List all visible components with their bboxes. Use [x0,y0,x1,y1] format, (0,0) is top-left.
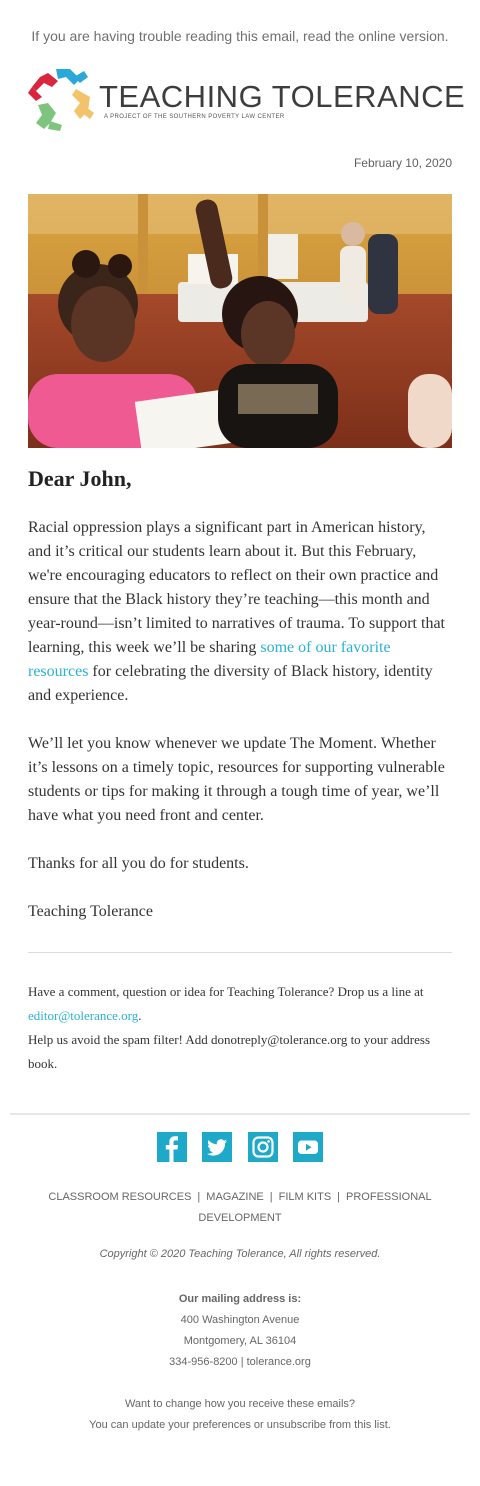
email-date: February 10, 2020 [353,156,452,170]
paragraph-1-text-end: for celebrating the diversity of Black history, identity and experience. [28,663,433,704]
contact-note-text: Have a comment, question or idea for Teaching Tolerance? Drop us a line at [28,984,424,999]
footer-separator: | [337,1191,341,1203]
mailing-address-city: Montgomery, AL 36104 [183,1335,297,1347]
footer-link-classroom-resources[interactable]: CLASSROOM RESOURCES [48,1191,192,1203]
hero-image[interactable] [28,194,452,448]
mailing-address-street: 400 Washington Avenue [180,1314,300,1326]
body-paragraph-1 [28,516,452,708]
twitter-icon[interactable] [202,1132,232,1162]
facebook-icon[interactable] [157,1132,187,1162]
logo-title: TEACHING TOLERANCE [99,79,466,114]
preheader [0,28,480,44]
signature: Teaching Tolerance [28,903,153,920]
footer-links [40,1187,440,1229]
footer-separator: | [269,1191,273,1203]
youtube-icon[interactable] [293,1132,323,1162]
mailing-address [0,1289,480,1373]
copyright: Copyright © 2020 Teaching Tolerance, All rights reserved. [99,1248,381,1260]
spam-filter-note: Help us avoid the spam filter! Add donotreply@tolerance.org to your address book. [28,1032,430,1071]
instagram-icon[interactable] [248,1132,278,1162]
body-paragraph-3: Thanks for all you do for students. [28,855,249,872]
preferences-link[interactable]: You can update your preferences or unsubscribe from this list. [89,1419,391,1431]
online-version-link[interactable]: If you are having trouble reading this email, read the online version. [31,28,449,44]
footer-link-film-kits[interactable]: FILM KITS [278,1191,332,1203]
social-icons [157,1132,323,1164]
footer-divider [10,1113,470,1115]
logo-subtitle: A PROJECT OF THE SOUTHERN POVERTY LAW CENTER [104,114,285,120]
greeting: Dear John, [28,466,132,491]
favorite-resources-link[interactable]: some of our favorite resources [28,639,391,680]
teaching-tolerance-logo[interactable] [28,67,466,137]
footer-separator: | [197,1191,201,1203]
preferences-section [0,1394,480,1436]
preferences-prompt: Want to change how you receive these emails? [124,1398,356,1410]
mailing-address-contact: 334-956-8200 | tolerance.org [169,1356,311,1368]
classroom-photo [28,194,452,448]
footer-link-magazine[interactable]: MAGAZINE [206,1191,264,1203]
mailing-address-heading: Our mailing address is: [178,1293,302,1305]
editor-email-link[interactable]: editor@tolerance.org [28,1008,139,1023]
paragraph-1-text: Racial oppression plays a significant part in American history, and it’s critical our students learn about it. But this February, we're encouraging educators to reflect on their own practice and ensure that the Black history they’re teaching—this month and year-round—isn’t limited to narratives of trauma. To support that learning, this week we’ll be sharing [28,519,445,656]
hands-logo-icon [28,67,94,133]
footer-link-professional-development[interactable]: PROFESSIONAL DEVELOPMENT [198,1191,432,1224]
content-divider [28,952,452,953]
body-paragraph-2: We’ll let you know whenever we update The Moment. Whether it’s lessons on a timely topic, resources for supporting vulnerable students or tips for making it through a tough time of year, we’ll have what you need front and center. [28,735,445,824]
contact-note-end: . [138,1008,142,1023]
contact-note [28,980,452,1028]
